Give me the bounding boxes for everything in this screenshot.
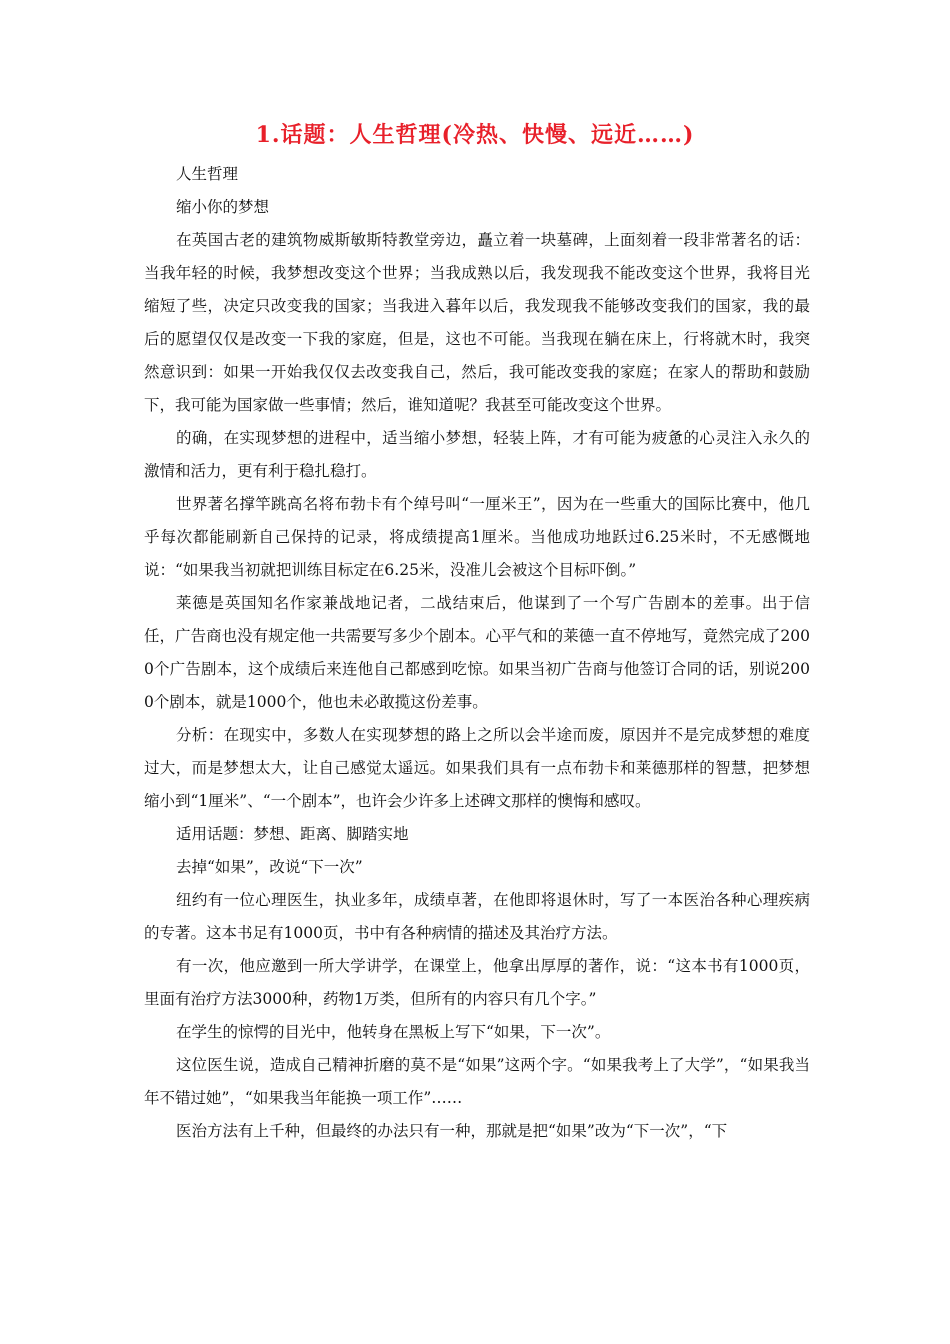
paragraph: 世界著名撑竿跳高名将布勃卡有个绰号叫“一厘米王”，因为在一些重大的国际比赛中，他几乎每次都能刷新自己保持的记录，将成绩提高1厘米。当他成功地跃过6.25米时，不无感慨地说：“如果我当初就把训练目标定在6.25米，没准儿会被这个目标吓倒。” <box>144 495 810 579</box>
applicable-topics: 适用话题：梦想、距离、脚踏实地 <box>176 825 409 843</box>
paragraph: 在英国古老的建筑物威斯敏斯特教堂旁边，矗立着一块墓碑，上面刻着一段非常著名的话：当我年轻的时候，我梦想改变这个世界；当我成熟以后，我发现我不能改变这个世界，我将目光缩短了些，决定只改变我的国家；当我进入暮年以后，我发现我不能够改变我们的国家，我的最后的愿望仅仅是改变一下我的家庭，但是，这也不可能。当我现在躺在床上，行将就木时，我突然意识到：如果一开始我仅仅去改变我自己，然后，我可能改变我的家庭；在家人的帮助和鼓励下，我可能为国家做一些事情；然后，谁知道呢？我甚至可能改变这个世界。 <box>144 231 810 414</box>
article-heading: 去掉“如果”，改说“下一次” <box>176 858 363 876</box>
document-title: 1.话题：人生哲理(冷热、快慢、远近……) <box>255 122 695 148</box>
paragraph: 莱德是英国知名作家兼战地记者，二战结束后，他谋到了一个写广告剧本的差事。出于信任，广告商也没有规定他一共需要写多少个剧本。心平气和的莱德一直不停地写，竟然完成了2000个广告剧本，这个成绩后来连他自己都感到吃惊。如果当初广告商与他签订合同的话，别说2000个剧本，就是1000个，他也未必敢揽这份差事。 <box>144 594 810 711</box>
document-body <box>144 158 810 1148</box>
paragraph: 在学生的惊愕的目光中，他转身在黑板上写下“如果，下一次”。 <box>176 1023 611 1041</box>
paragraph: 有一次，他应邀到一所大学讲学，在课堂上，他拿出厚厚的著作，说：“这本书有1000页，里面有治疗方法3000种，药物1万类，但所有的内容只有几个字。” <box>144 957 810 1008</box>
analysis-paragraph: 分析：在现实中，多数人在实现梦想的路上之所以会半途而废，原因并不是完成梦想的难度过大，而是梦想太大，让自己感觉太遥远。如果我们具有一点布勃卡和莱德那样的智慧，把梦想缩小到“1厘米”、“一个剧本”，也许会少许多上述碑文那样的懊悔和感叹。 <box>144 726 810 810</box>
article-heading: 缩小你的梦想 <box>176 198 270 216</box>
section-label: 人生哲理 <box>176 165 239 183</box>
paragraph: 这位医生说，造成自己精神折磨的莫不是“如果”这两个字。“如果我考上了大学”，“如果我当年不错过她”，“如果我当年能换一项工作”…… <box>144 1056 810 1107</box>
paragraph: 的确，在实现梦想的进程中，适当缩小梦想，轻装上阵，才有可能为疲惫的心灵注入永久的激情和活力，更有利于稳扎稳打。 <box>144 429 810 480</box>
paragraph: 纽约有一位心理医生，执业多年，成绩卓著，在他即将退休时，写了一本医治各种心理疾病的专著。这本书足有1000页，书中有各种病情的描述及其治疗方法。 <box>144 891 810 942</box>
paragraph: 医治方法有上千种，但最终的办法只有一种，那就是把“如果”改为“下一次”，“下 <box>176 1122 728 1140</box>
